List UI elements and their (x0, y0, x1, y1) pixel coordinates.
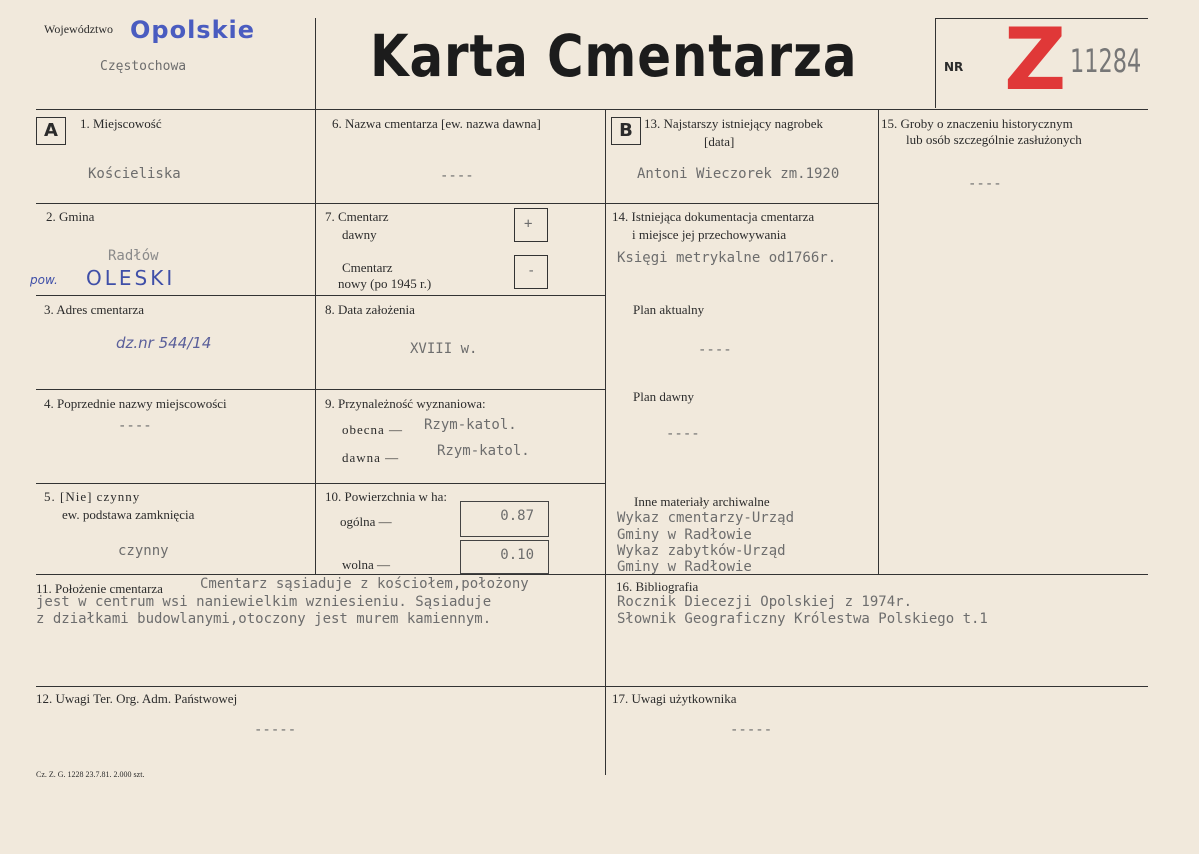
plan-old-value: ---- (666, 426, 700, 442)
section-b-box: B (611, 117, 641, 145)
nr-letter-stamp: Z (1004, 10, 1067, 110)
field-11-line-1: Cmentarz sąsiaduje z kościołem,położony (200, 576, 529, 592)
field-10-free-box (460, 540, 549, 574)
field-13-sublabel: [data] (704, 134, 735, 149)
field-10-free-label: wolna — (342, 557, 391, 572)
field-17-value: ----- (730, 722, 773, 738)
field-17-label: 17. Uwagi użytkownika (612, 691, 737, 706)
field-14-value: Księgi metrykalne od1766r. (617, 250, 837, 266)
field-15-value: ---- (968, 176, 1002, 192)
field-12-value: ----- (254, 722, 297, 738)
field-7-new-sublabel: nowy (po 1945 r.) (338, 276, 432, 291)
divider (36, 109, 1148, 110)
field-7-label: 7. Cmentarz (325, 209, 389, 224)
divider (605, 109, 606, 775)
field-1-value: Kościeliska (88, 166, 181, 182)
divider (36, 203, 605, 204)
field-9-label: 9. Przynależność wyznaniowa: (325, 396, 486, 411)
field-5-sublabel: ew. podstawa zamknięcia (62, 507, 195, 522)
field-7-old-checkbox (514, 208, 548, 242)
field-16-line-1: Rocznik Diecezji Opolskiej z 1974r. (617, 594, 913, 610)
section-a-box: A (36, 117, 66, 145)
print-info: Cz. Z. G. 1228 23.7.81. 2.000 szt. (36, 770, 145, 779)
divider (605, 203, 878, 204)
plan-current-label: Plan aktualny (633, 302, 705, 317)
plan-old-label: Plan dawny (633, 389, 695, 404)
divider (315, 18, 316, 574)
field-13-value: Antoni Wieczorek zm.1920 (637, 166, 840, 182)
field-10-total-box (460, 501, 549, 537)
field-7-old-mark: + (524, 216, 533, 232)
field-2-label: 2. Gmina (46, 209, 95, 224)
wojewodztwo-old-value: Częstochowa (100, 59, 187, 74)
field-6-label: 6. Nazwa cmentarza [ew. nazwa dawna] (332, 116, 541, 131)
field-14-sublabel: i miejsce jej przechowywania (632, 227, 787, 242)
divider (36, 686, 1148, 687)
field-8-label: 8. Data założenia (325, 302, 415, 317)
field-3-label: 3. Adres cmentarza (44, 302, 144, 317)
other-materials-line-3: Wykaz zabytków-Urząd (617, 543, 786, 559)
field-13-label: 13. Najstarszy istniejący nagrobek (644, 116, 824, 131)
divider (36, 574, 1148, 575)
field-6-value: ---- (440, 168, 474, 184)
field-5-label: 5. [Nie] czynny (44, 489, 141, 504)
field-3-value: dz.nr 544/14 (116, 334, 212, 352)
field-12-label: 12. Uwagi Ter. Org. Adm. Państwowej (36, 691, 238, 706)
field-8-value: XVIII w. (410, 341, 478, 357)
field-7-old-sublabel: dawny (342, 227, 377, 242)
field-10-total-value: 0.87 (500, 508, 534, 524)
field-4-label: 4. Poprzednie nazwy miejscowości (44, 396, 227, 411)
field-5-value: czynny (118, 543, 169, 559)
field-10-free-value: 0.10 (500, 547, 534, 563)
field-4-value: ---- (118, 418, 152, 434)
card-title: Karta Cmentarza (370, 22, 858, 90)
nr-number: 11284 (1070, 42, 1142, 80)
field-16-label: 16. Bibliografia (616, 579, 699, 594)
other-materials-line-1: Wykaz cmentarzy-Urząd (617, 510, 795, 526)
divider (935, 18, 936, 108)
field-9-current-value: Rzym-katol. (424, 417, 517, 433)
field-7-new-label: Cmentarz (342, 260, 393, 275)
other-materials-line-4: Gminy w Radłowie (617, 559, 752, 575)
wojewodztwo-stamp: Opolskie (130, 16, 256, 44)
field-15-sublabel: lub osób szczególnie zasłużonych (906, 132, 1082, 147)
other-materials-label: Inne materiały archiwalne (634, 494, 770, 509)
field-11-line-2: jest w centrum wsi naniewielkim wzniesieniu. Sąsiaduje (36, 594, 492, 610)
field-14-label: 14. Istniejąca dokumentacja cmentarza (612, 209, 815, 224)
other-materials-line-2: Gminy w Radłowie (617, 527, 752, 543)
nr-label: NR (944, 60, 964, 74)
field-11-label: 11. Położenie cmentarza (36, 581, 163, 596)
field-10-label: 10. Powierzchnia w ha: (325, 489, 448, 504)
divider (36, 389, 605, 390)
plan-current-value: ---- (698, 342, 732, 358)
divider (36, 483, 605, 484)
field-10-total-label: ogólna — (340, 514, 392, 529)
field-1-label: 1. Miejscowość (80, 116, 162, 131)
field-9-current-label: obecna — (342, 422, 404, 437)
divider (36, 295, 605, 296)
field-9-old-label: dawna — (342, 450, 400, 465)
field-11-line-3: z działkami budowlanymi,otoczony jest murem kamiennym. (36, 611, 492, 627)
field-9-old-value: Rzym-katol. (437, 443, 530, 459)
field-7-new-mark: - (527, 263, 536, 279)
field-7-new-checkbox (514, 255, 548, 289)
field-2-value: Radłów (108, 248, 159, 264)
field-2-hand-prefix: pow. (30, 273, 58, 287)
field-15-label: 15. Groby o znaczeniu historycznym (881, 116, 1073, 131)
divider (878, 109, 879, 574)
wojewodztwo-label: Województwo (44, 22, 114, 36)
field-16-line-2: Słownik Geograficzny Królestwa Polskiego t.1 (617, 611, 988, 627)
field-2-hand-value: OLESKI (86, 266, 176, 290)
